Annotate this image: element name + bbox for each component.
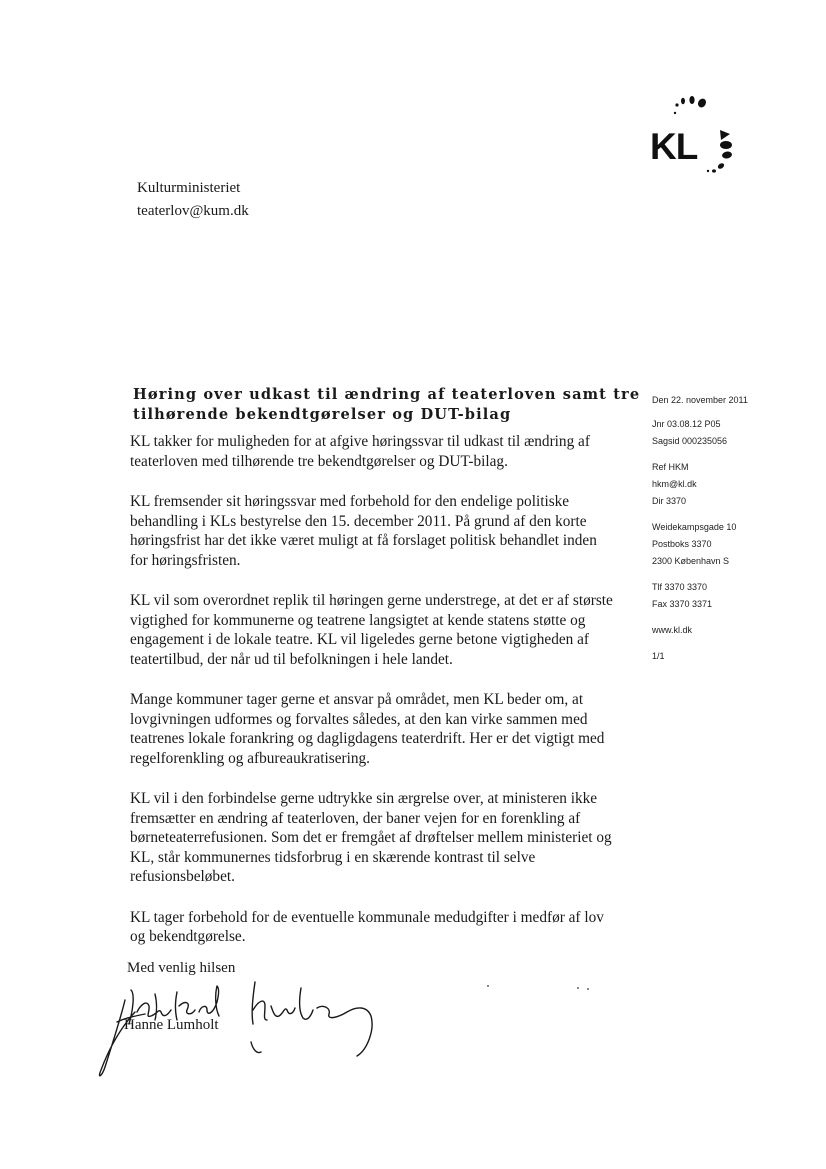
body-paragraph: KL vil som overordnet replik til høringen gerne understrege, at det er af største vigtighed for kommunerne og teatrene langsigtet at kende statens støtte og engagement i de lokale teatre. KL vil ligeledes gerne betone vigtigheden af teatertilbud, der når ud til befolkningen i hele landet. [130,592,613,668]
letter-title-line2: tilhørende bekendtgørelser og DUT-bilag [133,406,512,423]
phone-number: Tlf 3370 3370 [652,582,708,592]
body-paragraph: KL fremsender sit høringssvar med forbehold for den endelige politiske behandling i KLs bestyrelse den 15. december 2011. På grund af den korte høringsfrist har det ikke været muligt at få forslaget politisk behandlet inden for høringsfristen. [130,493,597,569]
recipient-block [137,177,249,223]
website: www.kl.dk [652,625,693,635]
kl-logo-text: KL [650,126,698,167]
address-city: 2300 København S [652,556,730,566]
reference: Ref HKM [652,462,689,472]
scan-specks [480,980,600,1000]
body-paragraph: KL vil i den forbindelse gerne udtrykke sin ærgrelse over, at ministeren ikke fremsætter en ændring af teaterloven, der baner vejen for en forenkling af børneteaterrefusionen. Som det er fremgået af drøftelser mellem ministeriet og KL, står kommunernes tidsforbrug i en skærende kontrast til selve refusionsbeløbet. [130,790,612,885]
body-paragraph: Mange kommuner tager gerne et ansvar på området, men KL beder om, at lovgivningen udformes og forvaltes således, at den kan virke sammen med teatrenes lokale forankring og dagligdagens teaterdrift. Her er det vigtigt med regelforenkling og afbureaukratisering. [130,691,605,767]
recipient-name: Kulturministeriet [137,180,241,196]
direct-phone: Dir 3370 [652,496,687,506]
address-postbox: Postboks 3370 [652,539,712,549]
address-street: Weidekampsgade 10 [652,522,737,532]
body-paragraph: KL tager forbehold for de eventuelle kommunale medudgifter i medfør af lov og bekendtgørelse. [130,908,604,945]
sender-info-sidebar [652,392,812,665]
fax-number: Fax 3370 3371 [652,599,713,609]
letter-body [130,432,616,968]
recipient-email: teaterlov@kum.dk [137,203,249,219]
case-id: Sagsid 000235056 [652,436,728,446]
closing-greeting: Med venlig hilsen [127,960,236,976]
letter-title-line1: Høring over udkast til ændring af teaterloven samt tre [133,386,641,403]
contact-email: hkm@kl.dk [652,479,697,489]
body-paragraph: KL takker for muligheden for at afgive høringssvar til udkast til ændring af teaterloven med tilhørende tre bekendtgørelser og DUT-bilag. [130,433,590,470]
page-number: 1/1 [652,651,665,661]
letter-title [133,385,641,425]
signer-name: Hanne Lumholt [124,1017,219,1033]
kl-logo [650,96,746,180]
letter-date: Den 22. november 2011 [652,395,748,405]
journal-number: Jnr 03.08.12 P05 [652,419,721,429]
